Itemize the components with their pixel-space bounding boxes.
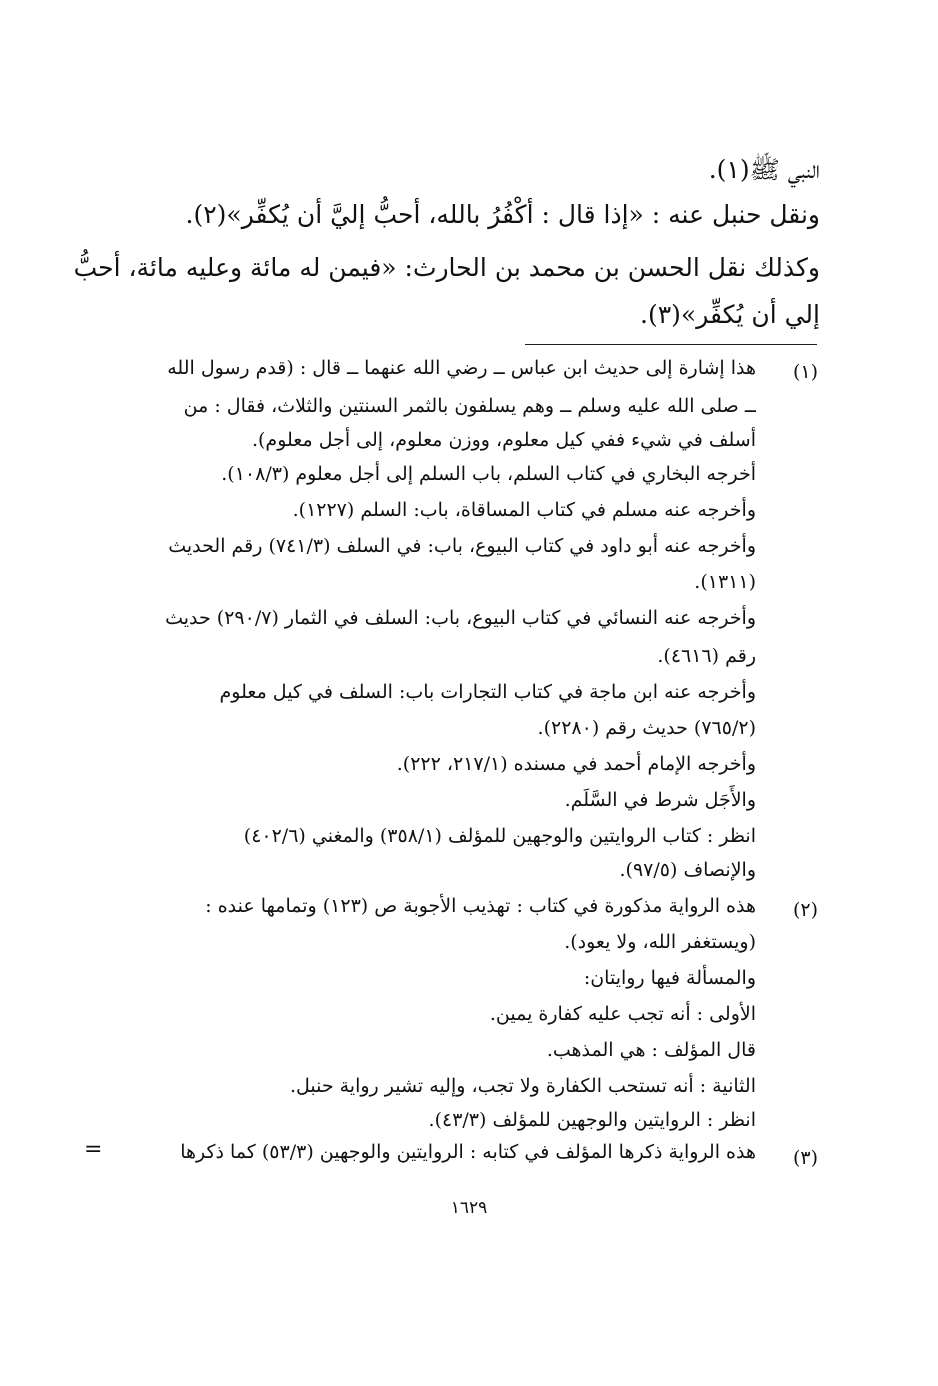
footnote-1-line: وأخرجه الإمام أحمد في مسنده (٢١٧/١، ٢٢٢).	[396, 753, 756, 775]
footnote-2-line: (ويستغفر الله، ولا يعود).	[564, 931, 756, 953]
footnote-1-line: ــ صلى الله عليه وسلم ــ وهم يسلفون بالثمر السنتين والثلاث، فقال : من	[183, 395, 756, 417]
continuation-mark: =	[84, 1137, 103, 1162]
footnote-1-line: أخرجه البخاري في كتاب السلم، باب السلم إلى أجل معلوم (١٠٨/٣).	[221, 463, 756, 485]
footnote-2-line: الأولى : أنه تجب عليه كفارة يمين.	[489, 1003, 756, 1025]
footnote-1-line: هذا إشارة إلى حديث ابن عباس ــ رضي الله عنهما ــ قال : (قدم رسول الله	[167, 357, 756, 379]
footnote-2-line: الثانية : أنه تستحب الكفارة ولا تجب، وإليه تشير رواية حنبل.	[289, 1075, 756, 1097]
main-line-3: وكذلك نقل الحسن بن محمد بن الحارث: «فيمن له مائة وعليه مائة، أحبُّ	[73, 253, 820, 282]
footnote-1-line: أسلف في شيء ففي كيل معلوم، ووزن معلوم، إلى أجل معلوم).	[251, 429, 756, 451]
footnote-1-line: وأخرجه عنه أبو داود في كتاب البيوع، باب: في السلف (٧٤١/٣) رقم الحديث	[168, 535, 756, 557]
footnote-1-line: وأخرجه عنه ابن ماجة في كتاب التجارات باب: السلف في كيل معلوم	[219, 681, 756, 703]
footnote-1-line: والأَجَل شرط في السَّلَم.	[564, 789, 756, 811]
footnote-1-line: (١٣١١).	[694, 571, 756, 593]
main-line-2: ونقل حنبل عنه : «إذا قال : أكْفُرُ بالله، أحبُّ إليَّ أن يُكفِّر»(٢).	[185, 200, 820, 229]
footnote-1-line: رقم (٤٦١٦).	[657, 645, 756, 667]
footnote-3-line: هذه الرواية ذكرها المؤلف في كتابه : الروايتين والوجهين (٥٣/٣) كما ذكرها	[180, 1141, 756, 1163]
footnote-1-line: (٧٦٥/٢) حديث رقم (٢٢٨٠).	[537, 717, 756, 739]
footnote-1-line: وأخرجه عنه مسلم في كتاب المساقاة، باب: السلم (١٢٢٧).	[292, 499, 756, 521]
page-number: ١٦٢٩	[450, 1198, 488, 1218]
footnote-2-line: هذه الرواية مذكورة في كتاب : تهذيب الأجوبة ص (١٢٣) وتمامها عنده :	[205, 895, 756, 917]
footnote-2-line: والمسألة فيها روايتان:	[583, 967, 756, 989]
footnote-1-line: والإنصاف (٩٧/٥).	[619, 859, 756, 881]
footnote-1-line: انظر : كتاب الروايتين والوجهين للمؤلف (٣٥٨/١) والمغني (٤٠٢/٦)	[243, 825, 756, 847]
main-line-4: إلي أن يُكفِّر»(٣).	[640, 300, 820, 329]
footnote-number-3: (٣)	[792, 1147, 818, 1169]
footnote-2-line: انظر : الروايتين والوجهين للمؤلف (٤٣/٣).	[428, 1109, 756, 1131]
footnote-1-line: وأخرجه عنه النسائي في كتاب البيوع، باب: السلف في الثمار (٢٩٠/٧) حديث	[165, 607, 756, 629]
footnote-2-line: قال المؤلف : هي المذهب.	[546, 1039, 756, 1061]
main-line-1: النبي ﷺ(١).	[708, 155, 820, 184]
footnote-number-1: (١)	[792, 361, 818, 383]
footnote-divider	[525, 344, 817, 345]
footnote-number-2: (٢)	[792, 899, 818, 921]
